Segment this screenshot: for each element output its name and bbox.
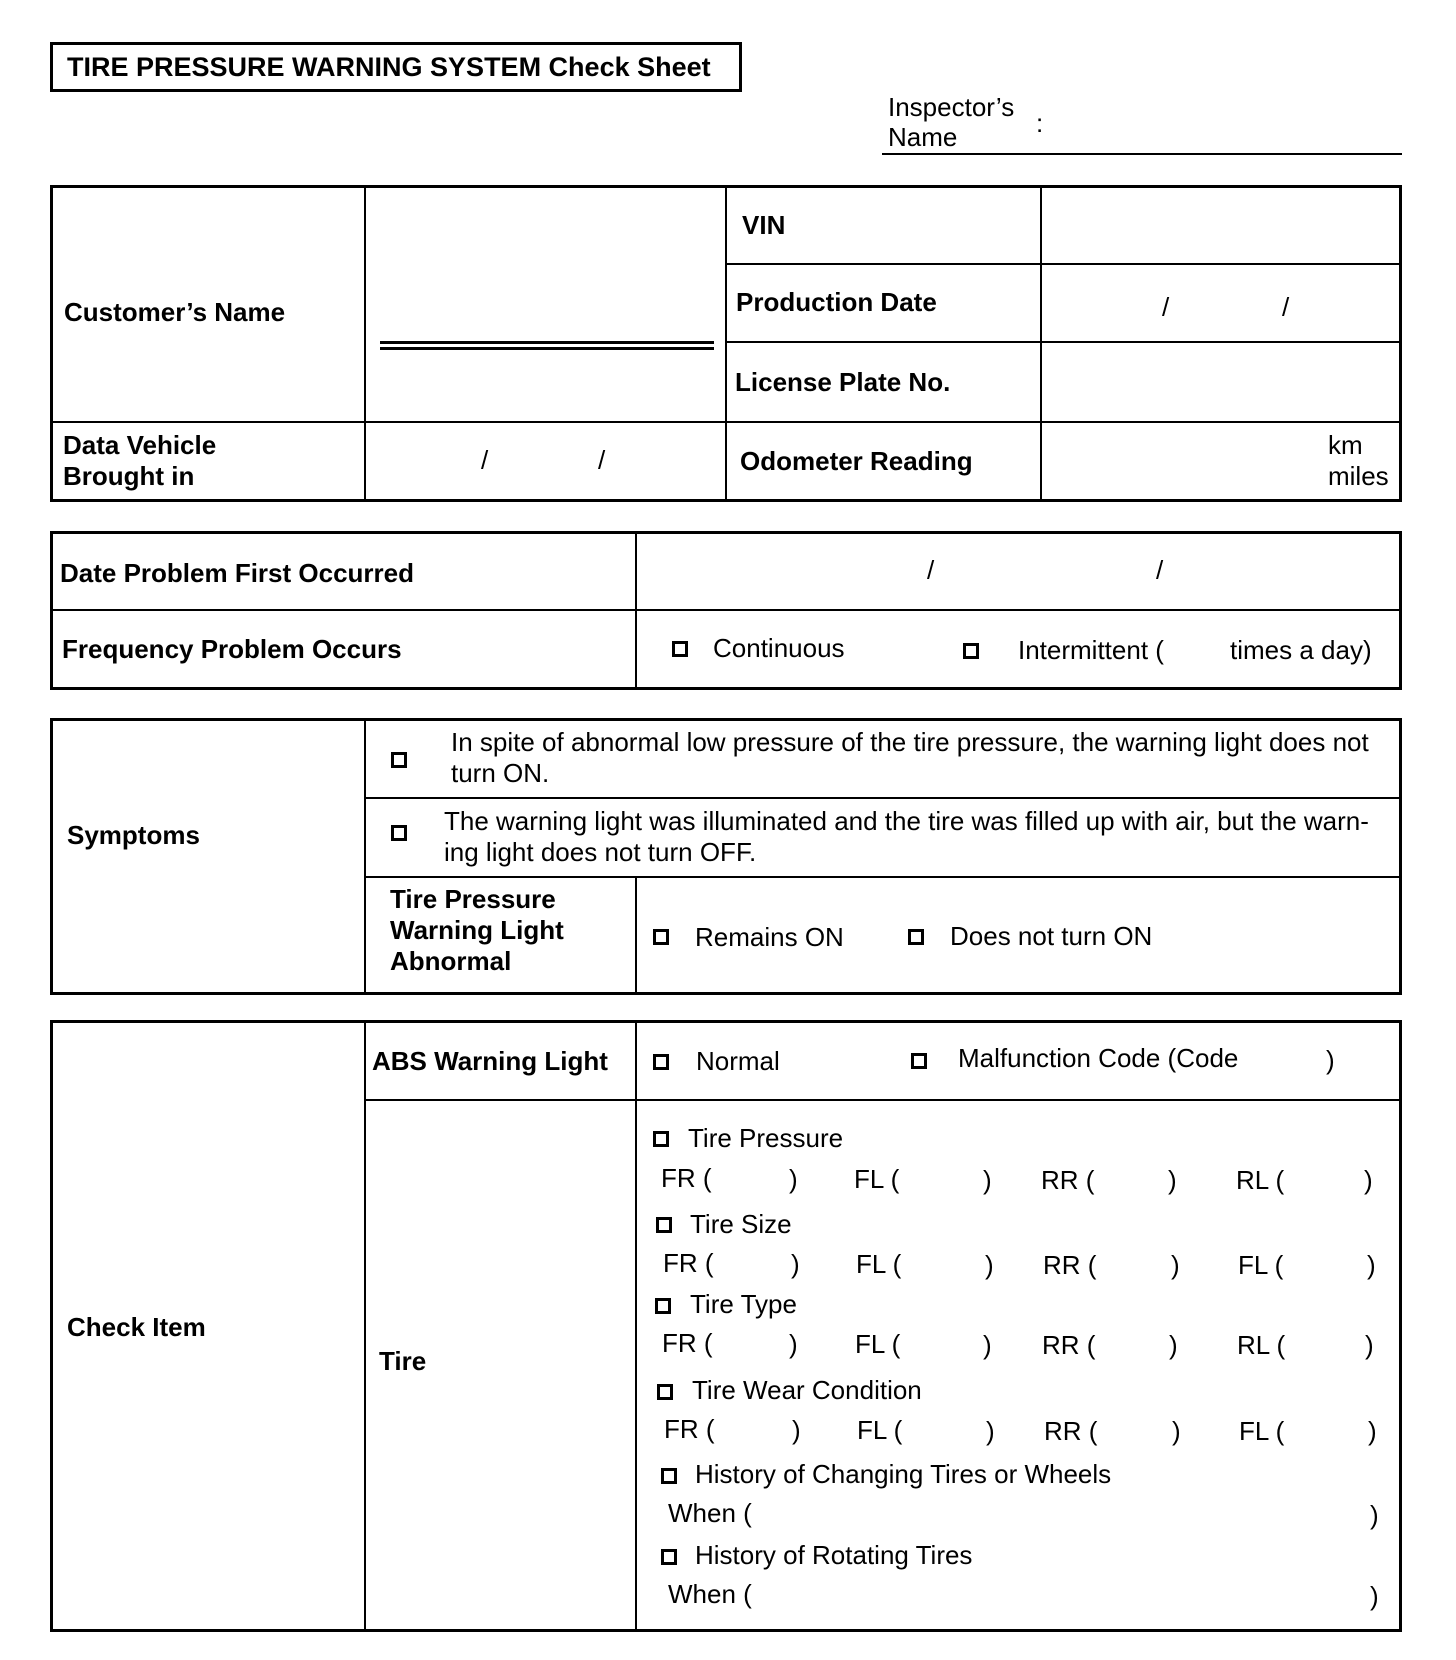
history-rotating-when: When ( xyxy=(668,1579,752,1609)
sheet-title: TIRE PRESSURE WARNING SYSTEM Check Sheet xyxy=(50,42,742,92)
production-date-slash-1: / xyxy=(1162,292,1170,322)
date-first-occurred-label: Date Problem First Occurred xyxy=(60,558,414,588)
symptoms-label: Symptoms xyxy=(67,820,200,850)
history-changing-when: When ( xyxy=(668,1498,752,1528)
tire-label: Tire xyxy=(379,1346,427,1376)
divider xyxy=(725,263,1402,265)
does-not-turn-on-checkbox[interactable] xyxy=(908,929,924,945)
tire-pressure-fr-close: ) xyxy=(789,1164,798,1194)
brought-in-slash-1: / xyxy=(481,445,489,475)
first-occurred-slash-1: / xyxy=(927,555,935,585)
divider xyxy=(364,718,366,995)
abs-malfunction-label: Malfunction Code (Code xyxy=(958,1043,1239,1073)
divider xyxy=(635,1020,637,1632)
tire-wear-fl: FL ( xyxy=(857,1415,903,1445)
odometer-label: Odometer Reading xyxy=(740,446,973,476)
tire-size-fl-close: ) xyxy=(985,1250,994,1280)
divider xyxy=(364,876,1402,878)
symptom-2-text: The warning light was illuminated and the tire was filled up with air, but the warn-ing light does not turn OFF. xyxy=(444,806,1369,867)
divider xyxy=(50,421,1402,423)
intermittent-checkbox[interactable] xyxy=(963,643,979,659)
intermittent-label: Intermittent ( xyxy=(1018,635,1164,665)
divider xyxy=(725,185,727,502)
customer-name-field[interactable] xyxy=(380,341,714,350)
tire-size-checkbox[interactable] xyxy=(656,1217,672,1233)
tire-wear-checkbox[interactable] xyxy=(657,1384,673,1400)
inspector-name-label: Inspector’s Name xyxy=(888,92,1015,152)
tire-pressure-fl-close: ) xyxy=(983,1165,992,1195)
remains-on-checkbox[interactable] xyxy=(653,929,669,945)
inspector-name-field[interactable] xyxy=(882,153,1402,155)
odometer-miles-unit: miles xyxy=(1328,461,1389,491)
divider xyxy=(364,1099,1402,1101)
tire-type-rl-close: ) xyxy=(1365,1330,1374,1360)
tire-type-label: Tire Type xyxy=(690,1289,797,1319)
tire-type-rr-close: ) xyxy=(1169,1330,1178,1360)
production-date-slash-2: / xyxy=(1282,292,1290,322)
tire-size-label: Tire Size xyxy=(690,1209,792,1239)
divider xyxy=(364,185,366,502)
divider xyxy=(364,797,1402,799)
tire-wear-label: Tire Wear Condition xyxy=(692,1375,922,1405)
tire-pressure-fl: FL ( xyxy=(854,1164,900,1194)
tire-size-fl-2: FL ( xyxy=(1238,1250,1284,1280)
history-rotating-when-close: ) xyxy=(1370,1581,1379,1611)
vin-field[interactable] xyxy=(1044,190,1396,260)
abs-normal-label: Normal xyxy=(696,1046,780,1076)
tire-type-rl: RL ( xyxy=(1237,1330,1286,1360)
symptom-1-checkbox[interactable] xyxy=(391,752,407,768)
symptom-2-checkbox[interactable] xyxy=(391,825,407,841)
tire-type-checkbox[interactable] xyxy=(655,1298,671,1314)
tire-wear-rr: RR ( xyxy=(1044,1416,1098,1446)
vin-label: VIN xyxy=(742,210,786,240)
check-item-label: Check Item xyxy=(67,1312,206,1342)
history-changing-checkbox[interactable] xyxy=(661,1468,677,1484)
date-brought-in-label: Data Vehicle Brought in xyxy=(63,430,217,491)
divider xyxy=(50,609,1402,611)
frequency-label: Frequency Problem Occurs xyxy=(62,634,402,664)
abs-code-close-paren: ) xyxy=(1326,1045,1335,1075)
tire-pressure-rl-close: ) xyxy=(1364,1165,1373,1195)
does-not-turn-on-label: Does not turn ON xyxy=(950,921,1153,951)
tire-type-fl-close: ) xyxy=(983,1330,992,1360)
history-changing-label: History of Changing Tires or Wheels xyxy=(695,1459,1112,1489)
first-occurred-slash-2: / xyxy=(1156,555,1164,585)
tire-wear-fl-close: ) xyxy=(986,1416,995,1446)
history-rotating-checkbox[interactable] xyxy=(661,1549,677,1565)
tire-pressure-rr: RR ( xyxy=(1041,1165,1095,1195)
divider xyxy=(725,341,1402,343)
tire-size-rr-close: ) xyxy=(1171,1250,1180,1280)
tire-pressure-rr-close: ) xyxy=(1168,1165,1177,1195)
history-changing-when-close: ) xyxy=(1370,1500,1379,1530)
tire-type-fr: FR ( xyxy=(662,1328,713,1358)
symptom-1-text: In spite of abnormal low pressure of the tire pressure, the warning light does not turn ON. xyxy=(451,727,1369,788)
abs-malfunction-checkbox[interactable] xyxy=(911,1053,927,1069)
tire-type-fr-close: ) xyxy=(789,1329,798,1359)
abs-normal-checkbox[interactable] xyxy=(653,1054,669,1070)
brought-in-slash-2: / xyxy=(598,445,606,475)
continuous-label: Continuous xyxy=(713,633,845,663)
divider xyxy=(1040,185,1042,502)
odometer-km-unit: km xyxy=(1328,430,1363,460)
history-rotating-label: History of Rotating Tires xyxy=(695,1540,973,1570)
tire-size-fl: FL ( xyxy=(856,1249,902,1279)
tire-wear-fr: FR ( xyxy=(664,1414,715,1444)
tire-size-fr-close: ) xyxy=(791,1249,800,1279)
tire-pressure-fr: FR ( xyxy=(661,1163,712,1193)
tire-pressure-label: Tire Pressure xyxy=(688,1123,844,1153)
abs-warning-light-label: ABS Warning Light xyxy=(372,1046,608,1076)
tire-size-fl-2-close: ) xyxy=(1367,1250,1376,1280)
divider xyxy=(364,1020,366,1632)
tire-wear-fr-close: ) xyxy=(792,1415,801,1445)
tire-wear-fl-2-close: ) xyxy=(1368,1416,1377,1446)
license-plate-label: License Plate No. xyxy=(735,367,951,397)
tire-size-rr: RR ( xyxy=(1043,1250,1097,1280)
tire-type-fl: FL ( xyxy=(855,1329,901,1359)
tire-pressure-rl: RL ( xyxy=(1236,1165,1285,1195)
divider xyxy=(635,876,637,995)
tire-pressure-checkbox[interactable] xyxy=(653,1131,669,1147)
tire-size-fr: FR ( xyxy=(663,1248,714,1278)
tire-wear-rr-close: ) xyxy=(1172,1416,1181,1446)
tire-wear-fl-2: FL ( xyxy=(1239,1416,1285,1446)
customer-name-label: Customer’s Name xyxy=(64,297,286,327)
tire-type-rr: RR ( xyxy=(1042,1330,1096,1360)
warning-light-abnormal-label: Tire Pressure Warning Light Abnormal xyxy=(390,884,564,976)
production-date-label: Production Date xyxy=(736,287,937,317)
times-a-day-label: times a day) xyxy=(1230,635,1372,665)
license-plate-field[interactable] xyxy=(1044,345,1396,417)
inspector-colon: : xyxy=(1036,108,1044,138)
continuous-checkbox[interactable] xyxy=(672,641,688,657)
remains-on-label: Remains ON xyxy=(695,922,844,952)
